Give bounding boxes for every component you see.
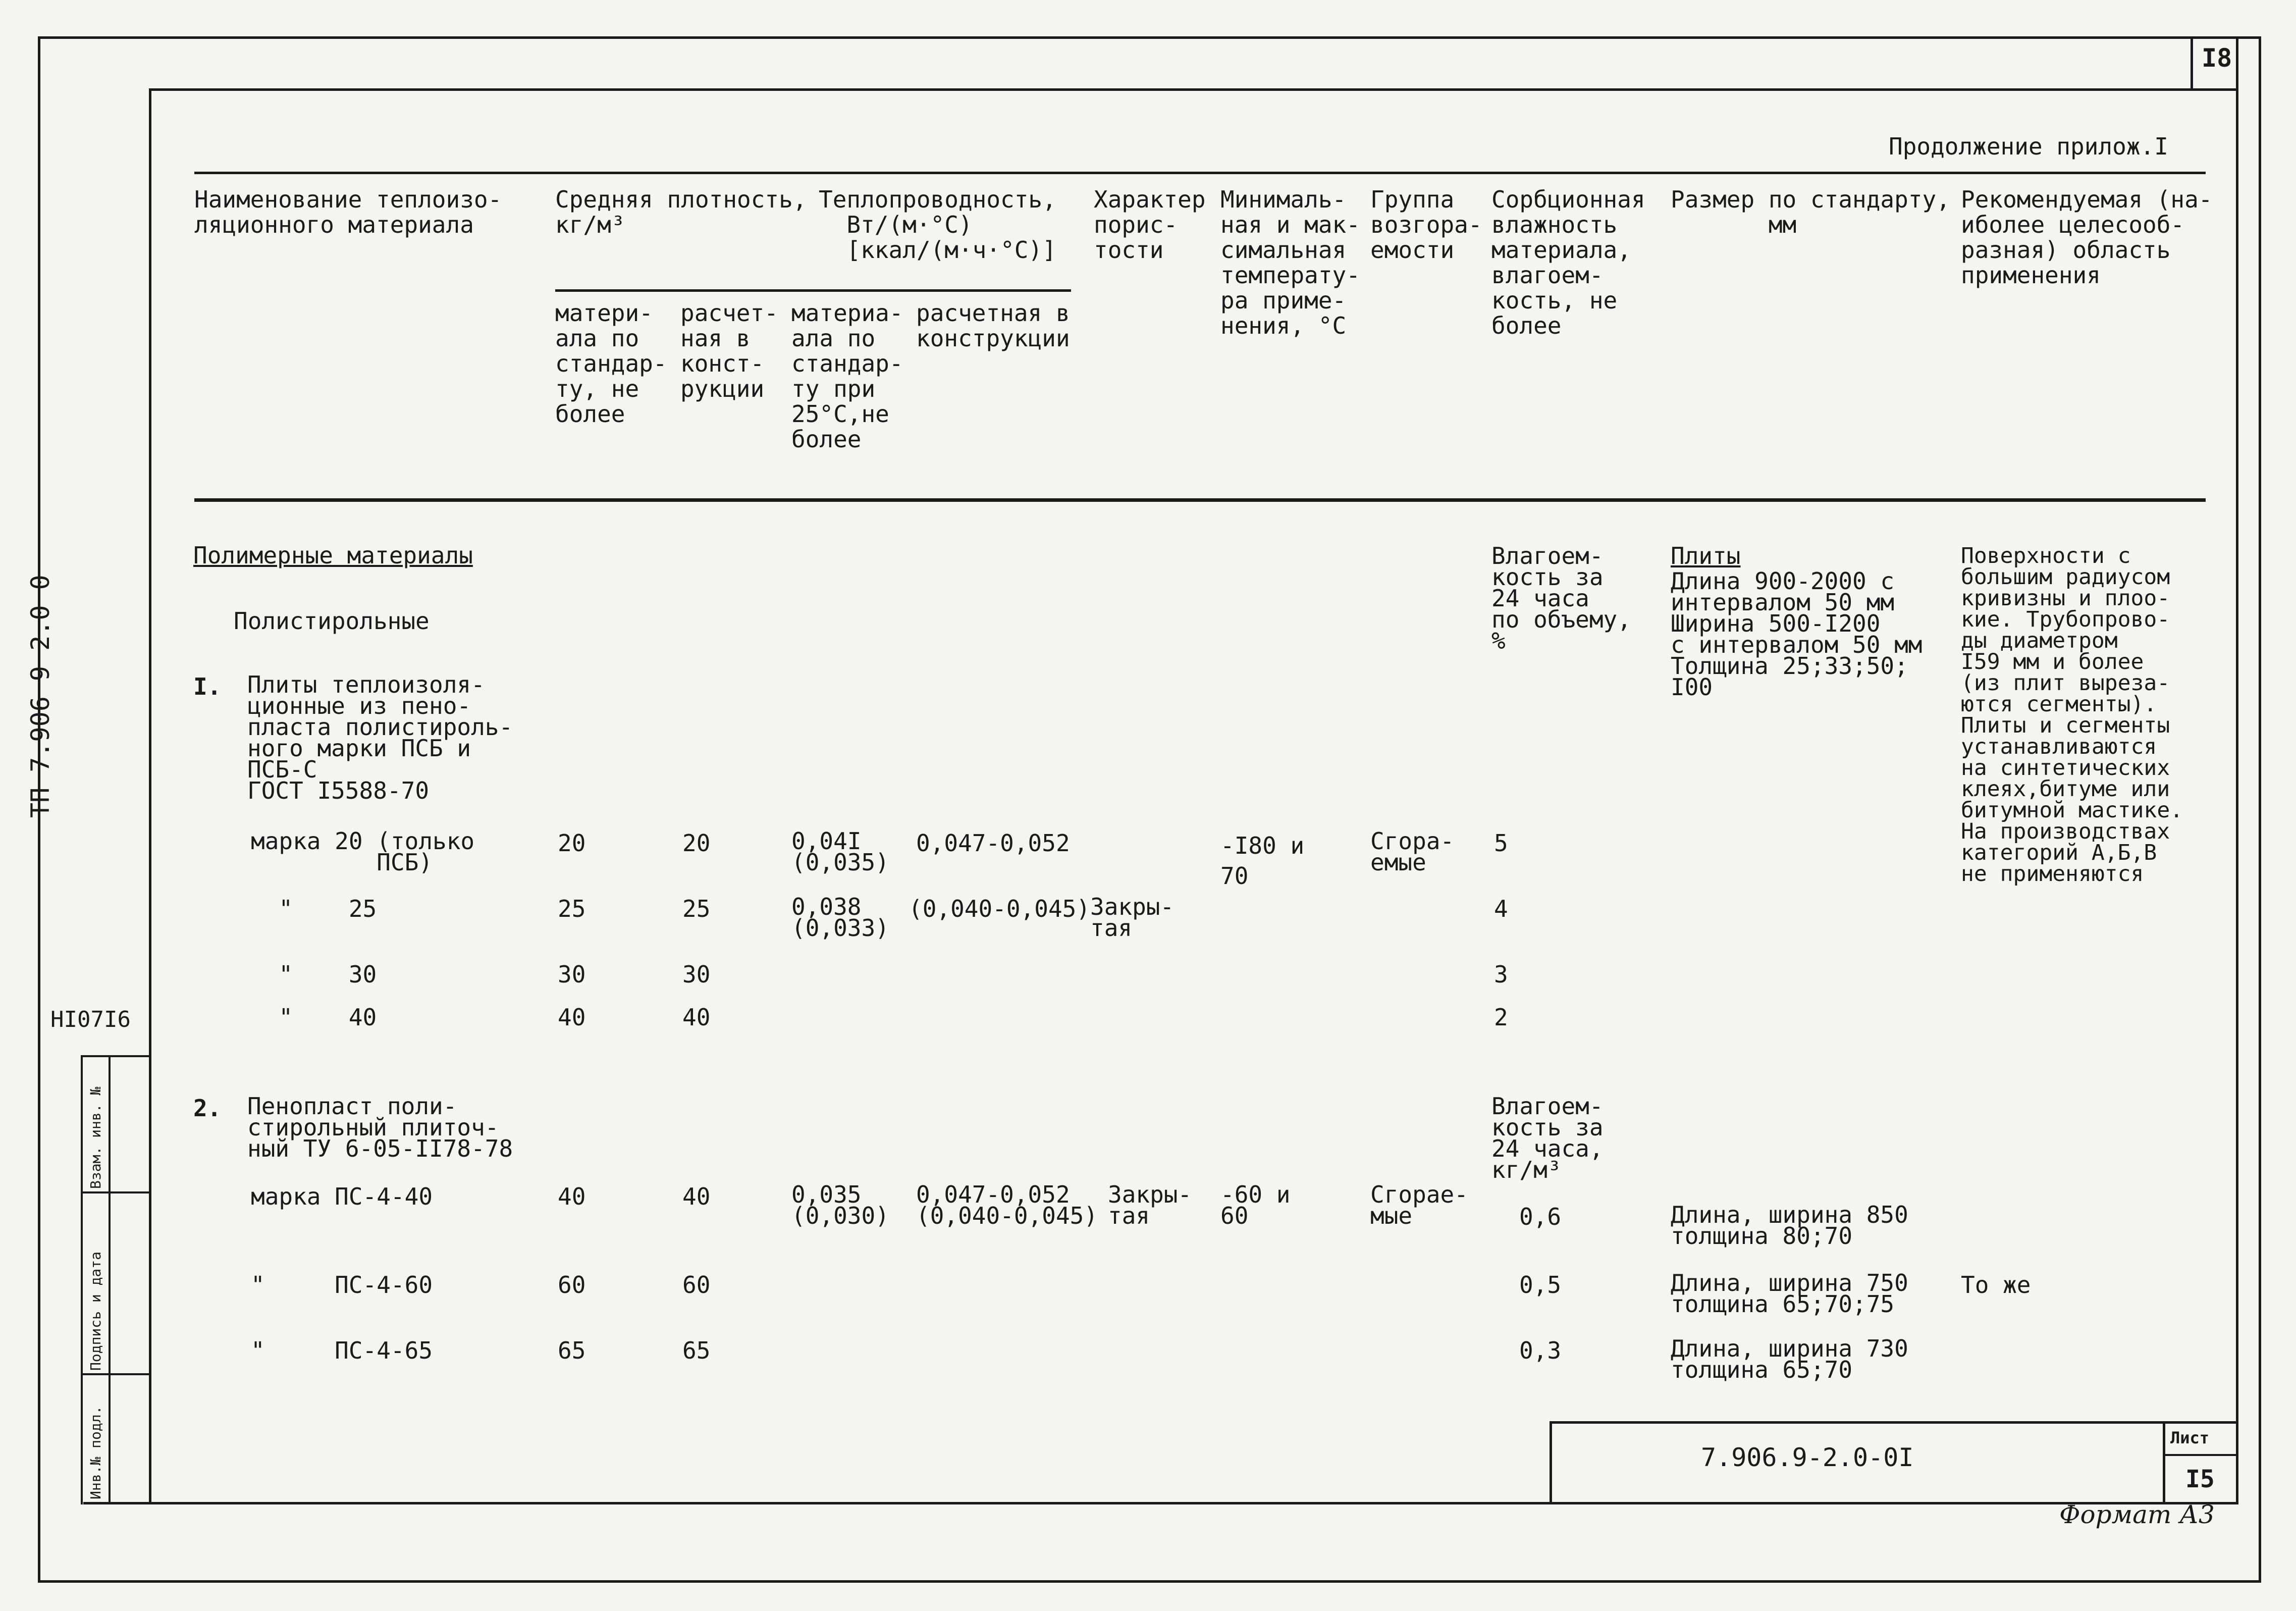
outer-frame-right	[2259, 36, 2261, 1583]
side-stamp-mid	[109, 1055, 111, 1504]
row-temperature: -I80 и 70	[1220, 832, 1305, 890]
stamp-code: 7.906.9-2.0-0I	[1701, 1443, 1914, 1472]
inner-frame-bottom	[83, 1502, 2238, 1504]
stamp-sheet-left	[2163, 1421, 2165, 1504]
header-conductivity: Теплопроводность, Вт/(м·°С) [ккал/(м·ч·°С)]	[819, 186, 1056, 264]
stamp-sheet-number: I5	[2185, 1465, 2215, 1493]
top-number-box-bottom	[2191, 88, 2238, 91]
side-stamp-label-2: Подпись и дата	[87, 1251, 104, 1371]
row-mark: " ПС-4-60	[251, 1271, 433, 1298]
row-temperature: -60 и 60	[1220, 1181, 1291, 1229]
item2-number: 2.	[193, 1095, 222, 1122]
row-density-calc: 20	[682, 829, 711, 857]
row-sorption: 4	[1494, 895, 1508, 922]
stamp-sheet-label: Лист	[2170, 1428, 2210, 1447]
item1-name: Плиты теплоизоля- ционные из пено- пласта полистироль- ного марки ПСБ и ПСБ-С ГОСТ I5588-70	[247, 671, 513, 804]
header-top-rule	[194, 172, 2206, 174]
item1-moisture-note: Влагоем- кость за 24 часа по объему, %	[1491, 542, 1631, 654]
row-mark: " 30	[251, 961, 377, 988]
row-cond-std: 0,035 (0,030)	[791, 1181, 889, 1229]
row-density-std: 30	[558, 961, 586, 988]
row-density-calc: 30	[682, 961, 711, 988]
header-bottom-rule	[194, 498, 2206, 502]
row-sorption: 2	[1494, 1004, 1508, 1031]
row-density-std: 40	[558, 1004, 586, 1031]
row-cond-calc: 0,047-0,052 (0,040-0,045)	[916, 1181, 1098, 1229]
header-cond-std: материа- ала по стандар- ту при 25°С,не более	[791, 299, 903, 453]
item1-size-text: Длина 900-2000 с интервалом 50 мм Ширина 500-I200 с интервалом 50 мм Толщина 25;33;50; I00	[1671, 567, 1923, 701]
row-sorption: 0,3	[1519, 1337, 1562, 1364]
stamp-sheet-sep	[2163, 1454, 2238, 1456]
row-cond-std: 0,04I (0,035)	[791, 827, 889, 876]
side-stamp-left	[81, 1055, 83, 1504]
format-label: Формат А3	[2059, 1500, 2215, 1529]
header-size: Размер по стандарту, мм	[1671, 186, 1950, 238]
row-density-std: 65	[558, 1337, 586, 1364]
top-number-box-left	[2191, 36, 2193, 91]
side-stamp-sep1	[81, 1191, 151, 1193]
header-density-calc: расчет- ная в конст- рукции	[680, 299, 778, 402]
row-mark: марка 20 (только ПСБ)	[251, 827, 475, 876]
header-temperature: Минималь- ная и мак- симальная температу- ра приме- нения, °С	[1220, 186, 1360, 339]
row-size: Длина, ширина 750 толщина 65;70;75	[1671, 1269, 1908, 1318]
inner-frame-left	[149, 88, 151, 1504]
section-title: Полимерные материалы	[193, 542, 473, 569]
row-density-calc: 60	[682, 1271, 711, 1298]
row-mark: " 25	[251, 895, 377, 922]
header-sorption: Сорбционная влажность материала, влагоем- кость, не более	[1491, 186, 1645, 339]
item2-moisture-note: Влагоем- кость за 24 часа, кг/м³	[1491, 1093, 1604, 1183]
row-porosity: Закры- тая	[1090, 893, 1174, 942]
row-density-calc: 40	[682, 1183, 711, 1210]
sheet-top-number: I8	[2202, 43, 2232, 73]
side-stamp-label-3: Инв.№ подл.	[87, 1406, 104, 1499]
row-cond-calc: 0,047-0,052	[916, 829, 1070, 857]
row-density-calc: 65	[682, 1337, 711, 1364]
row-sorption: 0,5	[1519, 1271, 1562, 1298]
item1-size-title: Плиты	[1671, 542, 1741, 569]
inner-frame-top	[149, 88, 2238, 91]
side-stamp-label-1: Взам. инв. №	[87, 1086, 104, 1189]
side-doc-code: ТП 7.906 9 2.0 0	[26, 575, 55, 818]
row-cond-calc: (0,040-0,045)	[909, 895, 1091, 922]
side-number: HI07I6	[50, 1007, 131, 1032]
header-density: Средняя плотность, кг/м³	[555, 186, 807, 238]
row-density-std: 20	[558, 829, 586, 857]
row-flammability: Сгорае- мые	[1370, 1181, 1468, 1229]
row-mark: " ПС-4-65	[251, 1337, 433, 1364]
row-size: Длина, ширина 730 толщина 65;70	[1671, 1335, 1908, 1383]
row-size: Длина, ширина 850 толщина 80;70	[1671, 1201, 1908, 1250]
header-cond-calc: расчетная в конструкции	[916, 299, 1070, 352]
outer-frame-top	[38, 36, 2261, 39]
header-density-std: матери- ала по стандар- ту, не более	[555, 299, 667, 428]
row-application: То же	[1961, 1271, 2031, 1298]
row-density-calc: 40	[682, 1004, 711, 1031]
side-stamp-top	[81, 1055, 151, 1057]
row-mark: марка ПС-4-40	[251, 1183, 433, 1210]
stamp-left	[1550, 1421, 1552, 1504]
item1-number: I.	[193, 673, 222, 700]
subsection-title: Полистирольные	[234, 607, 430, 635]
header-porosity: Характер порис- тости	[1094, 186, 1206, 264]
header-flammability: Группа возгора- емости	[1370, 186, 1482, 264]
row-cond-std: 0,038 (0,033)	[791, 893, 889, 942]
row-density-std: 25	[558, 895, 586, 922]
stamp-top	[1550, 1421, 2238, 1424]
header-application: Рекомендуемая (на- иболее целесооб- разная) область применения	[1961, 186, 2213, 289]
row-density-std: 60	[558, 1271, 586, 1298]
row-sorption: 3	[1494, 961, 1508, 988]
row-sorption: 0,6	[1519, 1203, 1562, 1230]
inner-frame-right	[2236, 36, 2238, 1504]
item1-application: Поверхности с большим радиусом кривизны и плоо- кие. Трубопрово- ды диаметром I59 мм и более (из плит выреза- ются сегменты). Плиты и сегменты устанавливаются на синтетических клеях,битуме или битумной мастике. На производствах категорий А,Б,В не применяются	[1961, 543, 2183, 887]
header-subrule	[555, 289, 1071, 292]
row-density-std: 40	[558, 1183, 586, 1210]
continuation-note: Продолжение прилож.I	[1889, 133, 2168, 160]
row-sorption: 5	[1494, 829, 1508, 857]
row-flammability: Сгора- емые	[1370, 827, 1455, 876]
row-porosity: Закры- тая	[1108, 1181, 1192, 1229]
row-mark: " 40	[251, 1004, 377, 1031]
item2-name: Пенопласт поли- стирольный плиточ- ный ТУ 6-05-II78-78	[247, 1093, 513, 1162]
header-name: Наименование теплоизо- ляционного материала	[194, 186, 502, 238]
row-density-calc: 25	[682, 895, 711, 922]
outer-frame-bottom	[38, 1580, 2261, 1583]
